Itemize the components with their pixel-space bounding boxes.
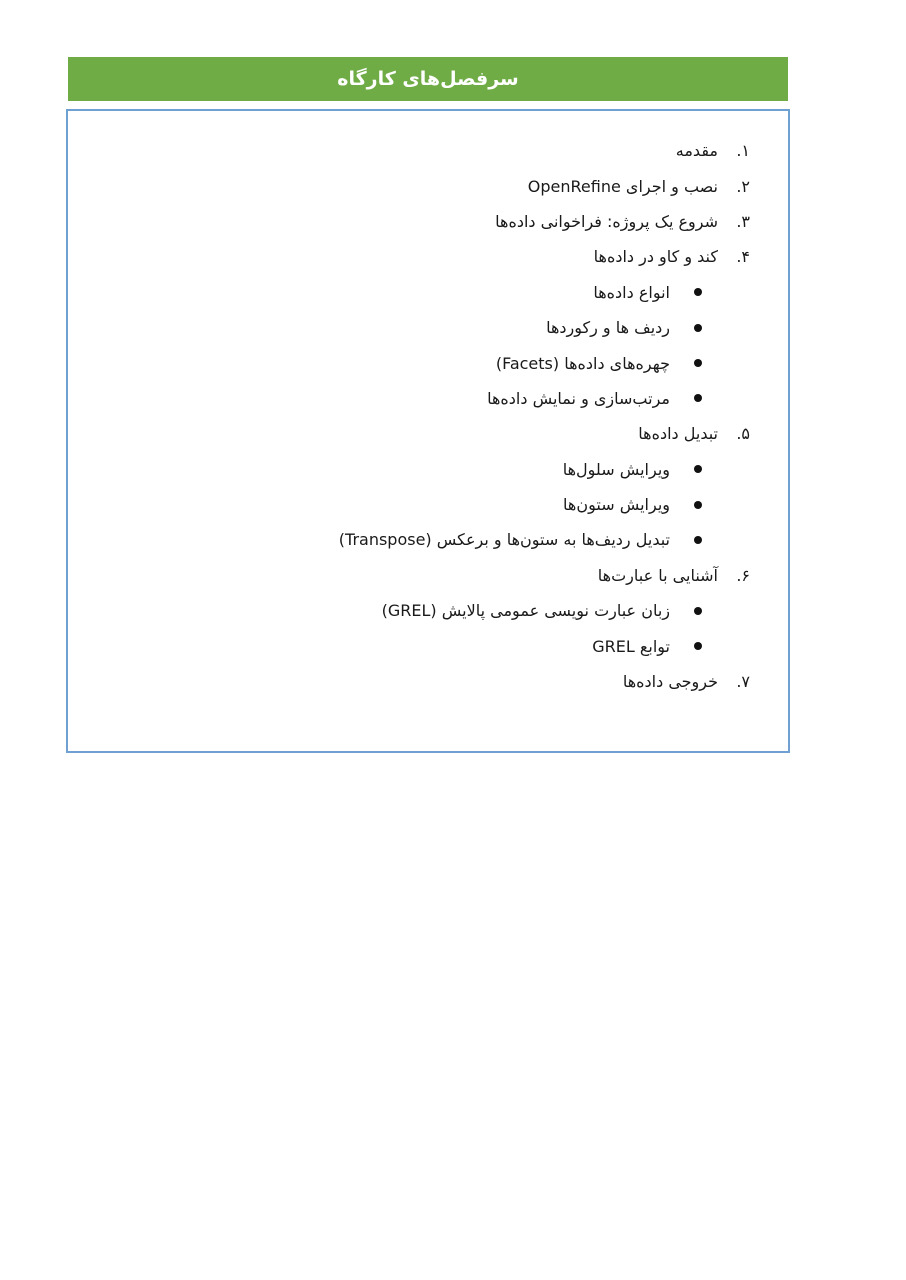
item-text: نصب و اجرای OpenRefine — [527, 176, 718, 196]
subitem-text: انواع داده‌ها — [593, 282, 670, 302]
item-text: خروجی داده‌ها — [622, 672, 718, 692]
subitem-text: ویرایش سلول‌ها — [562, 459, 670, 479]
item-number: ۴. — [736, 247, 750, 267]
item-number: ۵. — [736, 424, 750, 444]
subitem-text: زبان عبارت نویسی عمومی پالایش (GREL) — [381, 601, 670, 621]
subitem-text: چهره‌های داده‌ها (Facets) — [495, 353, 670, 373]
outline-subitem — [339, 522, 750, 557]
item-number: ۳. — [736, 211, 750, 231]
outline-item — [339, 204, 750, 239]
outline-item — [339, 133, 750, 168]
outline-subitem — [339, 381, 750, 416]
bullet-icon — [694, 465, 702, 473]
item-number: ۲. — [736, 176, 750, 196]
bullet-icon — [694, 288, 702, 296]
bullet-icon — [694, 536, 702, 544]
workshop-outline-list — [339, 133, 750, 699]
outline-box — [66, 109, 790, 753]
subitem-text: تبدیل ردیف‌ها به ستون‌ها و برعکس (Transpose) — [338, 530, 670, 550]
item-text: تبدیل داده‌ها — [638, 424, 718, 444]
outline-subitem — [339, 628, 750, 663]
bullet-icon — [694, 501, 702, 509]
section-title-bar — [68, 57, 788, 101]
outline-item — [339, 416, 750, 451]
item-text: آشنایی با عبارت‌ها — [597, 565, 718, 585]
outline-subitem — [339, 452, 750, 487]
page-title: سرفصل‌های کارگاه — [337, 68, 519, 90]
outline-subitem — [339, 487, 750, 522]
item-text: کند و کاو در داده‌ها — [593, 247, 718, 267]
outline-subitem — [339, 275, 750, 310]
outline-item — [339, 239, 750, 274]
item-text: شروع یک پروژه: فراخوانی داده‌ها — [495, 211, 718, 231]
item-number: ۱. — [736, 141, 750, 161]
bullet-icon — [694, 324, 702, 332]
bullet-icon — [694, 394, 702, 402]
subitem-text: ردیف ها و رکوردها — [546, 318, 670, 338]
outline-item — [339, 168, 750, 203]
bullet-icon — [694, 607, 702, 615]
item-number: ۷. — [736, 672, 750, 692]
subitem-text: توابع GREL — [592, 636, 670, 656]
outline-subitem — [339, 593, 750, 628]
subitem-text: مرتب‌سازی و نمایش داده‌ها — [487, 388, 670, 408]
bullet-icon — [694, 642, 702, 650]
item-number: ۶. — [736, 565, 750, 585]
bullet-icon — [694, 359, 702, 367]
outline-subitem — [339, 310, 750, 345]
outline-subitem — [339, 345, 750, 380]
item-text: مقدمه — [675, 141, 718, 161]
outline-item — [339, 558, 750, 593]
subitem-text: ویرایش ستون‌ها — [563, 495, 670, 515]
outline-item — [339, 664, 750, 699]
